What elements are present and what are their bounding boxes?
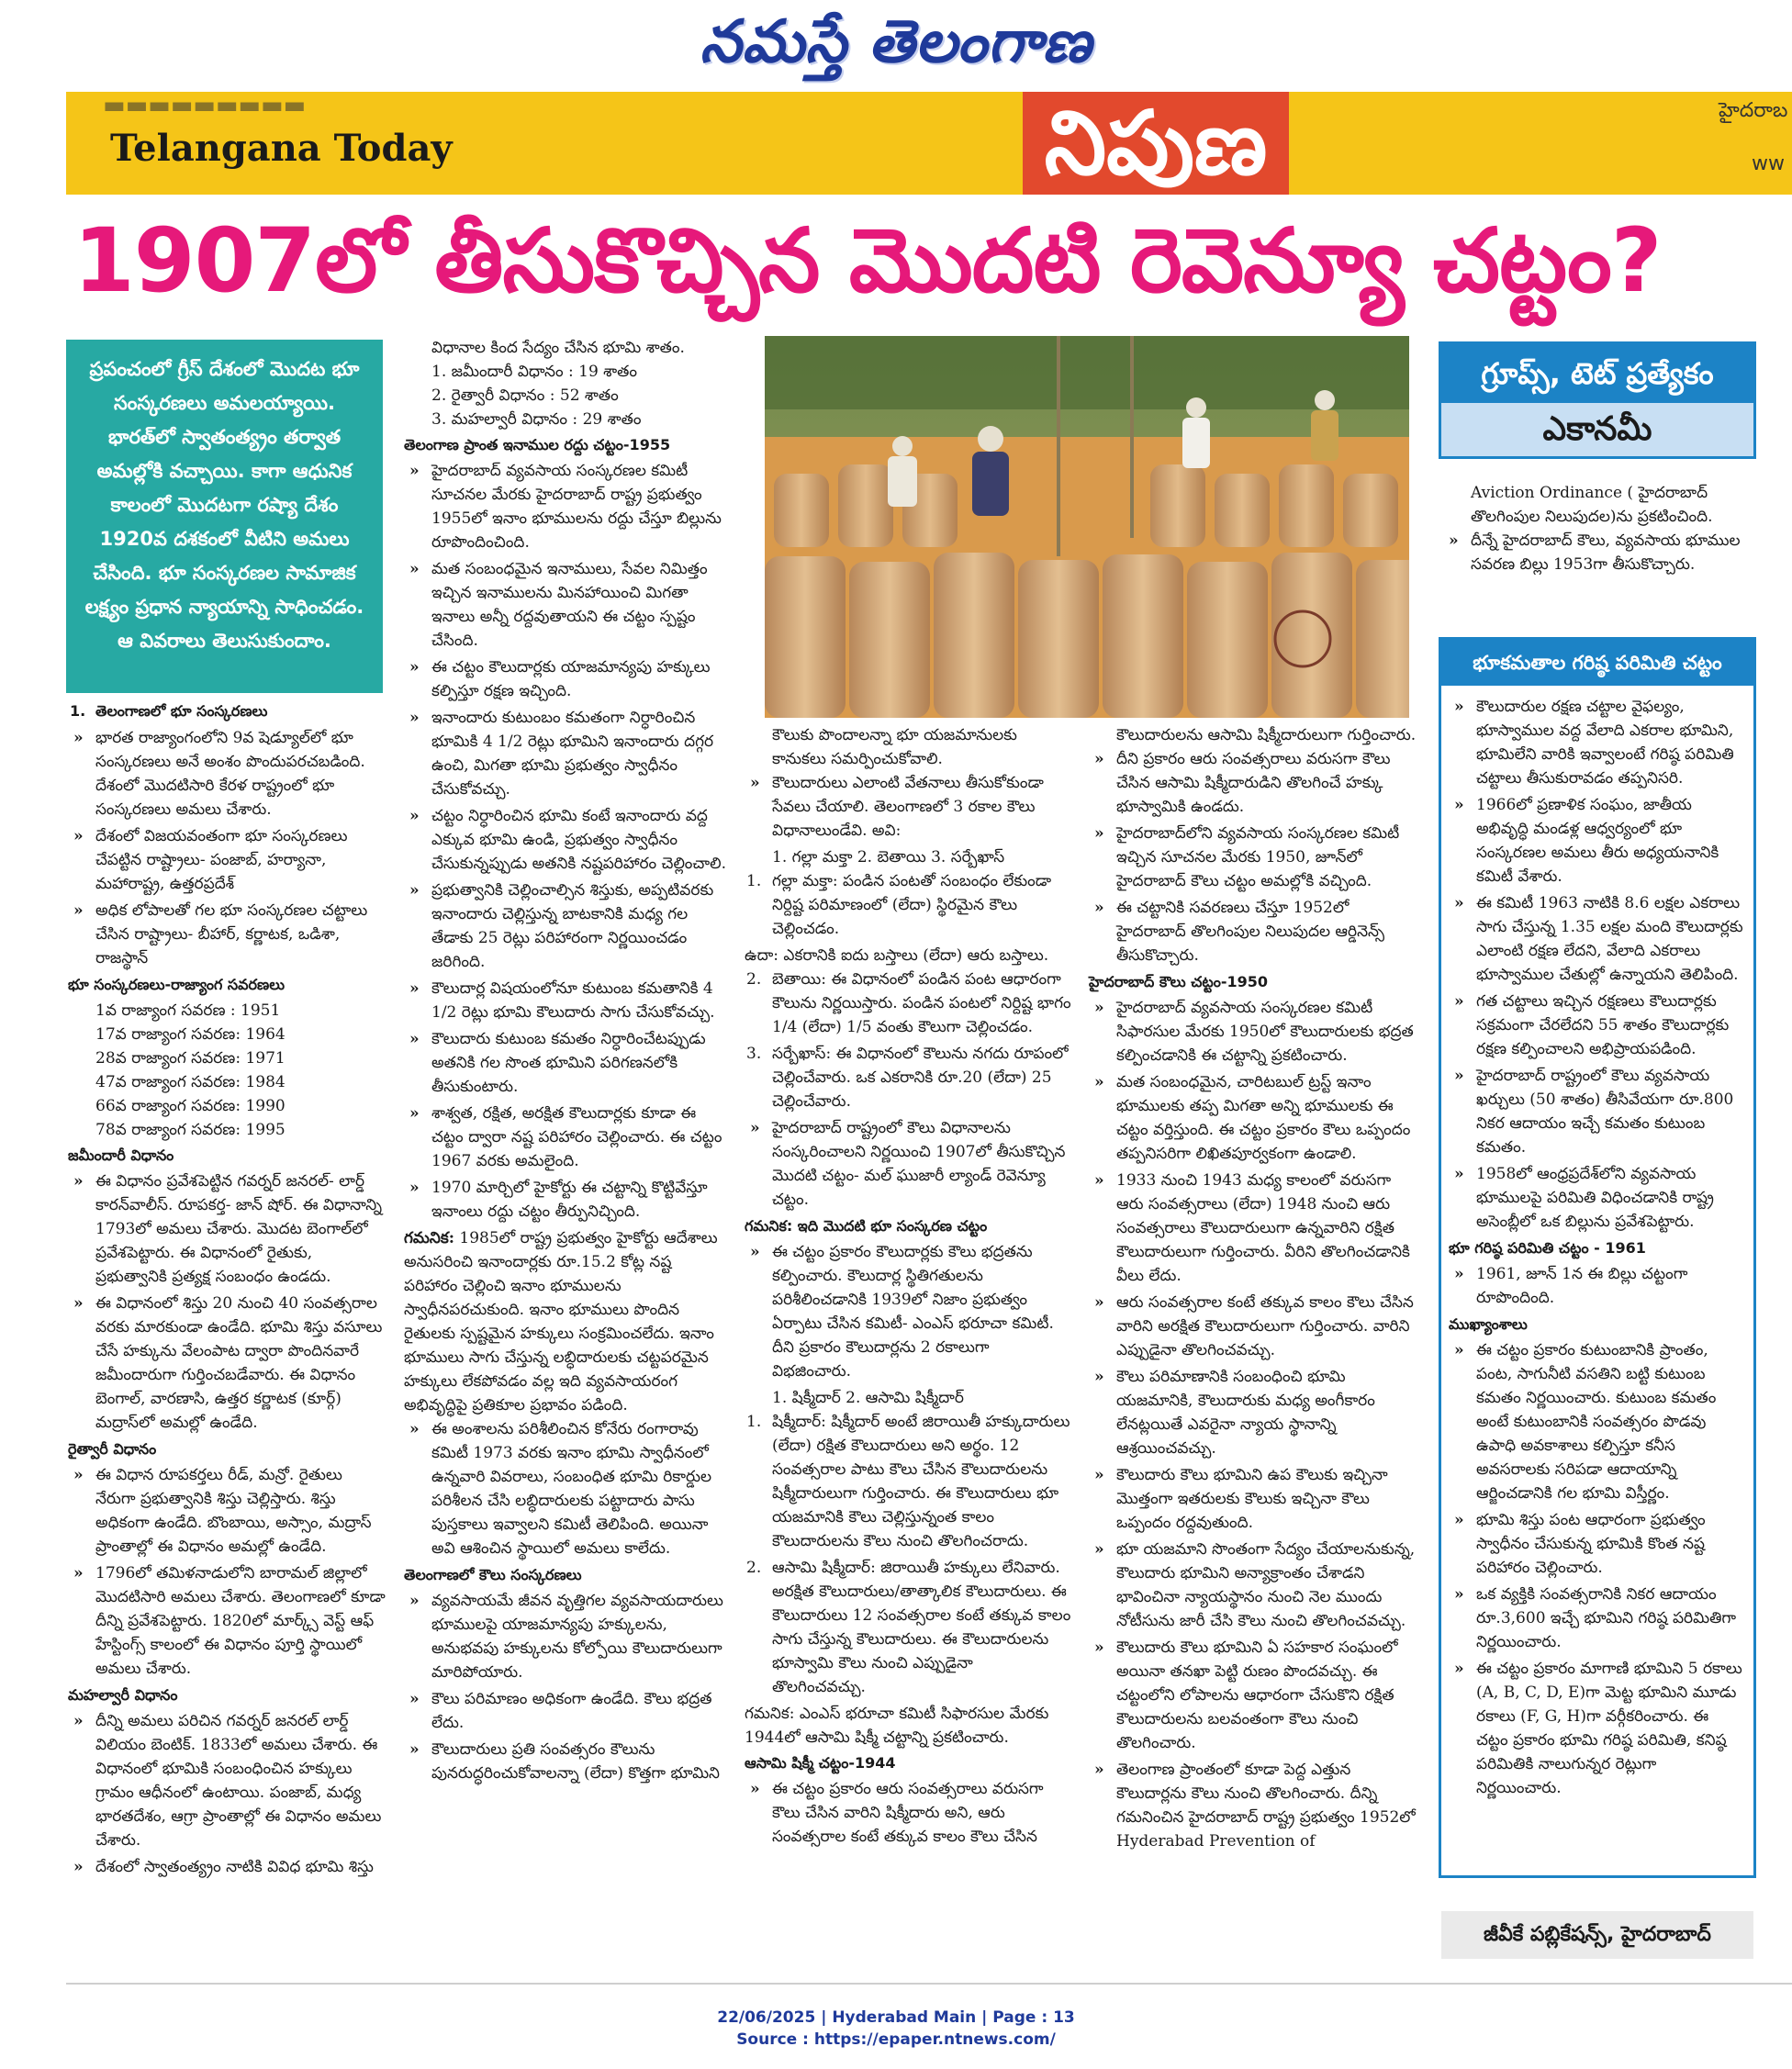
bullet-item: » దీన్ని అమలు పరిచిన గవర్నర్ జనరల్ లార్డ్ విలియం బెంటిక్. 1833లో అమలు చేశారు. ఈ విధానంలో భూమికి సంబంధించిన హక్కులు గ్రామం ఆధీనంలో ఉంటాయి. పంజాబ్, మధ్య భారతదేశం, ఆగ్రా ప్రాంతాల్లో ఈ విధానం అమలు చేశారు. xyxy=(68,1709,386,1852)
bullet-item: » చట్టం నిర్ధారించిన భూమి కంటే ఇనాందారు వద్ద ఎక్కువ భూమి ఉండి, ప్రభుత్వం స్వాధీనం చేసుకున్నప్పుడు అతనికి నష్టపరిహారం చెల్లించాలి. xyxy=(404,804,727,876)
section-heading: భూ సంస్కరణలు-రాజ్యాంగ సవరణలు xyxy=(68,976,286,993)
bullet-item: » కౌలుదార్ల విషయంలోనూ కుటుంబ కమతానికి 4 1/2 రెట్లు భూమి కౌలుదారు సాగు చేసుకోవచ్చు. xyxy=(404,977,727,1024)
bullet-item: » అధిక లోపాలతో గల భూ సంస్కరణల చట్టాలు చేసిన రాష్ట్రాలు- బీహార్, కర్ణాటక, ఒడిశా, రాజస్థాన్ xyxy=(68,899,386,970)
column-4 xyxy=(1089,723,1417,1856)
bullet-item: » 1958లో ఆంధ్రప్రదేశ్‌లోని వ్యవసాయ భూములపై పరిమితి విధించడానికి రాష్ట్ర అసెంబ్లీలో ఒక బిల్లును ప్రవేశపెట్టారు. xyxy=(1449,1162,1744,1234)
band-faded-text: ▬▬▬▬▬▬▬▬▬ xyxy=(103,92,307,119)
nipuna-logo: నిపుణ xyxy=(1023,92,1289,195)
bullet-item: » కౌలుదారులు ప్రతి సంవత్సరం కౌలును పునరుద్ధరించుకోవాలన్నా (లేదా) కొత్తగా భూమిని xyxy=(404,1738,727,1785)
paragraph: విధానాల కింద సేద్యం చేసిన భూమి శాతం. xyxy=(431,339,685,357)
section-heading: ముఖ్యాంశాలు xyxy=(1449,1315,1528,1333)
paragraph: కౌలుకు పొందాలన్నా భూ యజమానులకు కానుకలు సమర్పించుకోవాలి. xyxy=(772,726,1017,768)
side-continuation xyxy=(1443,481,1755,579)
bullet-item: » హైదరాబాద్ వ్యవసాయ సంస్కరణల కమిటీ సూచనల మేరకు హైదరాబాద్ రాష్ట్ర ప్రభుత్వం 1955లో ఇనాం భూములను రద్దు చేస్తూ బిల్లును రూపొందించింది. xyxy=(404,459,727,554)
bullet-item: » కౌలుదారు కుటుంబ కమతం నిర్ధారించేటప్పుడు అతనికి గల సొంత భూమిని పరిగణనలోకి తీసుకుంటారు. xyxy=(404,1027,727,1099)
bullet-item: » ఇనాందారు కుటుంబం కమతంగా నిర్ధారించిన భూమికి 4 1/2 రెట్లు భూమిని ఇనాందారు దగ్గర ఉంచి, మిగతా భూమి ప్రభుత్వం స్వాధీనం చేసుకోవచ్చు. xyxy=(404,706,727,801)
bullet-item: » మత సంబంధమైన ఇనాములు, సేవల నిమిత్తం ఇచ్చిన ఇనాములను మినహాయించి మిగతా ఇనాలు అన్నీ రద్దవుతాయని ఈ చట్టం స్పష్టం చేసింది. xyxy=(404,557,727,653)
bullet-item: » కౌలుదారుల రక్షణ చట్టాల వైఫల్యం, భూస్వాముల వద్ద వేలాది ఎకరాల భూమిని, భూమిలేని వారికి ఇవ్వాలంటే గరిష్ఠ పరిమితి చట్టాలు తీసుకురావడం తప్పనిసరి. xyxy=(1449,695,1744,790)
footer-source-link[interactable]: Source : https://epaper.ntnews.com/ xyxy=(736,2030,1056,2049)
supplement-band xyxy=(66,92,1792,195)
bullet-item: » తెలంగాణ ప్రాంతంలో కూడా పెద్ద ఎత్తున కౌలుదార్లను కౌలు నుంచి తొలగించారు. దీన్ని గమనించిన హైదరాబాద్ రాష్ట్ర ప్రభుత్వం 1952లో Hyderabad Prevention of xyxy=(1089,1758,1417,1853)
list-item: 1. గల్లా మక్తా 2. బెతాయి 3. సర్బేఖాస్ xyxy=(772,848,1005,867)
bullet-item: » దీన్నే హైదరాబాద్ కౌలు, వ్యవసాయ భూముల సవరణ బిల్లు 1953గా తీసుకొచ్చారు. xyxy=(1443,529,1755,576)
bullet-item: » ఈ విధాన రూపకర్తలు రీడ్, మన్రో. రైతులు నేరుగా ప్రభుత్వానికి శిస్తు చెల్లిస్తారు. శిస్తు అధికంగా ఉండేది. బొంబాయి, అస్సాం, మద్రాస్ ప్రాంతాల్లో ఈ విధానం అమల్లో ఉండేది. xyxy=(68,1463,386,1559)
bullet-item: » ఈ చట్టానికి సవరణలు చేస్తూ 1952లో హైదరాబాద్ తొలగింపుల నిలుపుదల ఆర్డినెన్స్ తీసుకొచ్చారు. xyxy=(1089,896,1417,967)
numbered-item: 3. సర్బేఖాస్: ఈ విధానంలో కౌలును నగదు రూపంలో చెల్లించేవారు. ఒక ఎకరానికి రూ.20 (లేదా) 25 చెల్లించేవారు. xyxy=(746,1045,1069,1111)
list-item: 1. షిక్మీదార్ 2. ఆసామి షిక్మీదార్ xyxy=(772,1389,964,1407)
bullet-item: » దేశంలో స్వాతంత్య్రం నాటికి వివిధ భూమి శిస్తు xyxy=(68,1855,386,1879)
box-content xyxy=(1449,695,1744,1803)
list-item: 66వ రాజ్యాంగ సవరణ: 1990 xyxy=(95,1097,286,1115)
note-paragraph: గమనిక: ఎంఎస్ భరూచా కమిటీ సిఫారసుల మేరకు 1944లో ఆసామి షిక్మీ చట్టాన్ని ప్రకటించారు. xyxy=(745,1705,1049,1747)
bullet-item: » 1933 నుంచి 1943 మధ్య కాలంలో వరుసగా ఆరు సంవత్సరాలు (లేదా) 1948 నుంచి ఆరు సంవత్సరాలు కౌలుదారులుగా ఉన్నవారిని రక్షిత కౌలుదారులుగా గుర్తించారు. వీరిని తొలగించడానికి వీలు లేదు. xyxy=(1089,1169,1417,1288)
bullet-item: » ఈ చట్టం ప్రకారం కుటుంబానికి ప్రాంతం, పంట, సాగునీటి వసతిని బట్టి కుటుంబ కమతం నిర్ణయించారు. కుటుంబ కమతం అంటే కుటుంబానికి సంవత్సరం పొడవు ఉపాధి అవకాశాలు కల్పిస్తూ కనీస అవసరాలకు సరిపడా ఆదాయాన్ని ఆర్జించడానికి గల భూమి విస్తీర్ణం. xyxy=(1449,1338,1744,1505)
numbered-item: 1. గల్లా మక్తా: పండిన పంటతో సంబంధం లేకుండా నిర్దిష్ట పరిమాణంలో (లేదా) స్థిరమైన కౌలు చెల్లించడం. xyxy=(746,872,1052,938)
bullet-item: » 1970 మార్చిలో హైకోర్టు ఈ చట్టాన్ని కొట్టివేస్తూ ఇనాంలు రద్దు చట్టం తీర్పునిచ్చింది. xyxy=(404,1176,727,1224)
bullet-item: » దీని ప్రకారం ఆరు సంవత్సరాలు వరుసగా కౌలు చేసిన ఆసామి షిక్మీదారుడిని తొలగించే హక్కు భూస్వామికి ఉండదు. xyxy=(1089,747,1417,819)
section-heading: జమీందారీ విధానం xyxy=(68,1146,174,1164)
ceiling-act-box xyxy=(1439,637,1756,1878)
list-item: 17వ రాజ్యాంగ సవరణ: 1964 xyxy=(95,1025,286,1044)
section-heading: మహల్వారీ విధానం xyxy=(68,1686,178,1704)
bullet-item: » దేశంలో విజయవంతంగా భూ సంస్కరణలు చేపట్టిన రాష్ట్రాలు- పంజాబ్, హర్యానా, మహారాష్ట్ర, ఉత్తరప్రదేశ్ xyxy=(68,824,386,896)
paragraph: Aviction Ordinance ( హైదరాబాద్ తొలగింపుల నిలుపుదల)ను ప్రకటించింది. xyxy=(1471,484,1713,526)
bullet-item: » శాశ్వత, రక్షిత, అరక్షిత కౌలుదార్లకు కూడా ఈ చట్టం ద్వారా నష్ట పరిహారం చెల్లించారు. ఈ చట్టం 1967 వరకు అమలైంది. xyxy=(404,1102,727,1173)
bullet-item: » భారత రాజ్యాంగంలోని 9వ షెడ్యూల్‌లో భూ సంస్కరణలు అనే అంశం పొందుపరచబడింది. దేశంలో మొదటిసారి కేరళ రాష్ట్రంలో భూ సంస్కరణలు అమలు చేశారు. xyxy=(68,726,386,822)
section-heading: తెలంగాణ ప్రాంత ఇనాముల రద్దు చట్టం-1955 xyxy=(404,436,671,453)
bullet-item: » కౌలు పరిమాణం అధికంగా ఉండేది. కౌలు భద్రత లేదు. xyxy=(404,1687,727,1735)
bullet-item: » భూ యజమాని సొంతంగా సేద్యం చేయాలనుకున్న, కౌలుదారు భూమిని అన్యాక్రాంతం చేశాడని భావించినా న్యాయస్థానం నుంచి నెల ముందు నోటీసును జారీ చేసి కౌలు నుంచి తొలగించవచ్చు. xyxy=(1089,1538,1417,1633)
bullet-item: » కౌలుదారు కౌలు భూమిని ఉప కౌలుకు ఇచ్చినా మొత్తంగా ఇతరులకు కౌలుకు ఇచ్చినా కౌలు ఒప్పందం రద్దవుతుంది. xyxy=(1089,1463,1417,1535)
intro-box: ప్రపంచంలో గ్రీస్ దేశంలో మొదట భూ సంస్కరణలు అమలయ్యాయి. భారత్‌లో స్వాతంత్య్రం తర్వాత అమల్లోకి వచ్చాయి. కాగా ఆధునిక కాలంలో మొదటగా రష్యా దేశం 1920వ దశకంలో వీటిని అమలు చేసింది. భూ సంస్కరణల సామాజిక లక్ష్యం ప్రధాన న్యాయాన్ని సాధించడం. ఆ వివరాలు తెలుసుకుందాం. xyxy=(66,340,383,693)
column-3 xyxy=(745,723,1071,1851)
bullet-item: » 1961, జూన్ 1న ఈ బిల్లు చట్టంగా రూపొందింది. xyxy=(1449,1262,1744,1310)
bottom-rule xyxy=(66,1983,1792,1985)
series-label xyxy=(1439,341,1756,459)
column-2 xyxy=(404,336,727,1788)
bullet-item: » హైదరాబాద్ రాష్ట్రంలో కౌలు విధానాలను సంస్కరించాలని నిర్ణయించి 1907లో తీసుకొచ్చిన మొదటి చట్టం- మల్ ఘుజారీ ల్యాండ్ రెవెన్యూ చట్టం. xyxy=(745,1116,1071,1212)
numbered-item: 1. షిక్మీదార్: షిక్మీదార్ అంటే జిరాయితీ హక్కుదారులు (లేదా) రక్షిత కౌలుదారులు అని అర్థం. 12 సంవత్సరాల పాటు కౌలు చేసిన కౌలుదారులను షిక్మీదారులుగా గుర్తించారు. ఈ కౌలుదారులు భూ యజమానికి కౌలు చెల్లిస్తున్నంత కాలం కౌలుదారులను కౌలు నుంచి తొలగించరాదు. xyxy=(746,1413,1070,1550)
list-item: 2. రైత్వారీ విధానం : 52 శాతం xyxy=(431,386,619,405)
numbered-item: 2. బెతాయి: ఈ విధానంలో పండిన పంట ఆధారంగా కౌలును నిర్ణయిస్తారు. పండిన పంటలో నిర్దిష్ట భాగం 1/4 (లేదా) 1/5 వంతు కౌలుగా చెల్లించడం. xyxy=(746,970,1071,1036)
bullet-item: » ఈ అంశాలను పరిశీలించిన కోనేరు రంగారావు కమిటీ 1973 వరకు ఇనాం భూమి స్వాధీనంలో ఉన్నవారి వివరాలు, సంబంధిత భూమి రికార్డుల పరిశీలన చేసి లబ్ధిదారులకు పట్టాదారు పాసు పుస్తకాలు ఇవ్వాలని కమిటీ తెలిపింది. అయినా అవి ఆశించిన స్థాయిలో అమలు కాలేదు. xyxy=(404,1417,727,1560)
bullet-item: » ఈ చట్టం ప్రకారం మాగాణి భూమిని 5 రకాలు (A, B, C, D, E)గా మెట్ట భూమిని మూడు రకాలు (F, G, H)గా వర్గీకరించారు. ఈ చట్టం ప్రకారం భూమి గరిష్ఠ పరిమితి, కనిష్ఠ పరిమితికి నాలుగున్నర రెట్లుగా నిర్ణయించారు. xyxy=(1449,1657,1744,1800)
list-item: 47వ రాజ్యాంగ సవరణ: 1984 xyxy=(95,1073,286,1091)
section-heading: హైదరాబాద్ కౌలు చట్టం-1950 xyxy=(1089,973,1269,990)
bullet-item: » ఈ చట్టం ప్రకారం కౌలుదార్లకు కౌలు భద్రతను కల్పించారు. కౌలుదార్ల స్థితిగతులను పరిశీలించడానికి 1939లో నిజాం ప్రభుత్వం ఏర్పాటు చేసిన కమిటీ- ఎంఎస్ భరూచా కమిటీ. దీని ప్రకారం కౌలుదార్లను 2 రకాలుగా విభజించారు. xyxy=(745,1240,1071,1383)
bullet-item: » కౌలు పరిమాణానికి సంబంధించి భూమి యజమానికి, కౌలుదారుకు మధ్య అంగీకారం లేనట్లయితే ఎవరైనా న్యాయ స్థానాన్ని ఆశ్రయించవచ్చు. xyxy=(1089,1365,1417,1460)
bullet-item: » వ్యవసాయమే జీవన వృత్తిగల వ్యవసాయదారులు భూములపై యాజమాన్యపు హక్కులను, అనుభవపు హక్కులను కోల్పోయి కౌలుదారులుగా మారిపోయారు. xyxy=(404,1589,727,1684)
bullet-item: » కౌలుదారు కౌలు భూమిని ఏ సహకార సంఘంలో అయినా తనఖా పెట్టి రుణం పొందవచ్చు. ఈ చట్టంలోని లోపాలను ఆధారంగా చేసుకొని రక్షిత కౌలుదారులను బలవంతంగా కౌలు నుంచి తొలగించారు. xyxy=(1089,1636,1417,1755)
footer-date-line: 22/06/2025 | Hyderabad Main | Page : 13 xyxy=(717,2008,1075,2027)
band-web: ww xyxy=(1752,152,1785,175)
farm-market-illustration xyxy=(765,336,1409,718)
note-paragraph: గమనిక: 1985లో రాష్ట్ర ప్రభుత్వం హైకోర్టు ఆదేశాలు అనుసరించి ఇనాందార్లకు రూ.15.2 కోట్ల నష్ట పరిహారం చెల్లించి ఇనాం భూములను స్వాధీనపరచుకుంది. ఇనాం భూములు పొందిన రైతులకు స్పష్టమైన హక్కులు సంక్రమించలేదు. ఇనాం భూములు సాగు చేస్తున్న లబ్ధిదారులకు చట్టపరమైన హక్కులు లేకపోవడం వల్ల ఇది వ్యవసాయరంగ అభివృద్ధిపై ప్రతికూల ప్రభావం పడింది. xyxy=(404,1229,718,1415)
numbered-item: 2. ఆసామి షిక్మీదార్: జిరాయితీ హక్కులు లేనివారు. అరక్షిత కౌలుదారులు/తాత్కాలిక కౌలుదారులు. ఈ కౌలుదారులు 12 సంవత్సరాల కంటే తక్కువ కాలం సాగు చేస్తున్న కౌలుదారులు. ఈ కౌలుదారులను భూస్వామి కౌలు నుంచి ఎప్పుడైనా తొలగించవచ్చు. xyxy=(746,1559,1071,1696)
bullet-item: » మత సంబంధమైన, చారిటబుల్ ట్రస్ట్ ఇనాం భూములకు తప్ప మిగతా అన్ని భూములకు ఈ చట్టం వర్తిస్తుంది. ఈ చట్టం ప్రకారం కౌలు ఒప్పందం తప్పనిసరిగా లిఖితపూర్వకంగా ఉండాలి. xyxy=(1089,1070,1417,1166)
bullet-item: » కౌలుదారులు ఎలాంటి వేతనాలు తీసుకోకుండా సేవలు చేయాలి. తెలంగాణలో 3 రకాల కౌలు విధానాలుండేవి. అవి: xyxy=(745,771,1071,843)
list-item: 28వ రాజ్యాంగ సవరణ: 1971 xyxy=(95,1049,286,1068)
masthead xyxy=(0,0,1792,92)
brand-logo: నమస్తే తెలంగాణ xyxy=(700,7,1092,76)
bullet-item: » ఈ చట్టం కౌలుదార్లకు యాజమాన్యపు హక్కులు కల్పిస్తూ రక్షణ ఇచ్చింది. xyxy=(404,655,727,703)
note-label: గమనిక: xyxy=(404,1229,454,1247)
section-heading: తెలంగాణలో కౌలు సంస్కరణలు xyxy=(404,1566,582,1583)
list-item: 1వ రాజ్యాంగ సవరణ : 1951 xyxy=(95,1001,281,1020)
list-item: 78వ రాజ్యాంగ సవరణ: 1995 xyxy=(95,1121,286,1139)
box-title: భూకమతాల గరిష్ఠ పరిమితి చట్టం xyxy=(1441,640,1753,686)
bullet-item: » ఆరు సంవత్సరాల కంటే తక్కువ కాలం కౌలు చేసిన వారిని అరక్షిత కౌలుదారులుగా గుర్తించారు. వారిని ఎప్పుడైనా తొలగించవచ్చు. xyxy=(1089,1291,1417,1362)
section-heading: భూ గరిష్ఠ పరిమితి చట్టం - 1961 xyxy=(1449,1239,1646,1257)
bullet-item: » ఈ చట్టం ప్రకారం ఆరు సంవత్సరాలు వరుసగా కౌలు చేసిన వారిని షిక్మీదారు అని, ఆరు సంవత్సరాల కంటే తక్కువ కాలం కౌలు చేసిన xyxy=(745,1777,1071,1849)
series-title: గ్రూప్స్, టెట్ ప్రత్యేకం xyxy=(1441,344,1753,403)
page-title: 1907లో తీసుకొచ్చిన మొదటి రెవెన్యూ చట్టం? xyxy=(73,209,1662,312)
subject-title: ఎకానమీ xyxy=(1441,403,1753,456)
note-line: గమనిక: ఇది మొదటి భూ సంస్కరణ చట్టం xyxy=(745,1217,988,1235)
article-photo xyxy=(765,336,1409,718)
bullet-item: » గత చట్టాలు ఇచ్చిన రక్షణలు కౌలుదార్లకు సక్రమంగా చేరలేదని 55 శాతం కౌలుదార్లకు రక్షణ కల్పించాలని అభిప్రాయపడింది. xyxy=(1449,990,1744,1061)
bullet-item: » 1966లో ప్రణాళిక సంఘం, జాతీయ అభివృద్ధి మండళ్ల ఆధ్వర్యంలో భూ సంస్కరణల అమలు తీరు అధ్యయనానికి కమిటీ వేశారు. xyxy=(1449,793,1744,889)
list-item: 3. మహల్వారీ విధానం : 29 శాతం xyxy=(431,410,642,429)
publisher-credit: జీవీకే పబ్లికేషన్స్, హైదరాబాద్ xyxy=(1441,1911,1753,1959)
list-item: 1. జమీందారీ విధానం : 19 శాతం xyxy=(431,363,638,381)
bullet-item: » ఈ విధానం ప్రవేశపెట్టిన గవర్నర్ జనరల్- లార్డ్ కారన్‌వాలీస్. రూపకర్త- జాన్ షోర్. ఈ విధానాన్ని 1793లో అమలు చేశారు. మొదట బెంగాల్‌లో ప్రవేశపెట్టారు. ఈ విధానంలో రైతుకు, ప్రభుత్వానికి ప్రత్యక్ష సంబంధం ఉండదు. xyxy=(68,1169,386,1289)
band-city: హైదరాబ xyxy=(1719,99,1788,122)
paragraph: కౌలుదారులను ఆసామి షిక్మీదారులుగా గుర్తించారు. xyxy=(1116,726,1417,744)
telangana-today-logo: Telangana Today xyxy=(110,127,453,170)
bullet-item: » హైదరాబాద్‌లోని వ్యవసాయ సంస్కరణల కమిటీ ఇచ్చిన సూచనల మేరకు 1950, జూన్‌లో హైదరాబాద్ కౌలు చట్టం అమల్లోకి వచ్చింది. xyxy=(1089,822,1417,893)
page-footer xyxy=(0,2007,1792,2051)
bullet-item: » హైదరాబాద్ వ్యవసాయ సంస్కరణల కమిటీ సిఫారసుల మేరకు 1950లో కౌలుదారులకు భద్రత కల్పించడానికి ఈ చట్టాన్ని ప్రకటించారు. xyxy=(1089,996,1417,1068)
bullet-item: » 1796లో తమిళనాడులోని బారామల్ జిల్లాలో మొదటిసారి అమలు చేశారు. తెలంగాణలో కూడా దీన్ని ప్రవేశపెట్టారు. 1820లో మార్క్స్ వెస్ట్ ఆఫ్ హేస్టింగ్స్ కాలంలో ఈ విధానం పూర్తి స్థాయిలో అమలు చేశారు. xyxy=(68,1561,386,1681)
section-heading: రైత్వారీ విధానం xyxy=(68,1440,157,1458)
bullet-item: » ఒక వ్యక్తికి సంవత్సరానికి నికర ఆదాయం రూ.3,600 ఇచ్చే భూమిని గరిష్ఠ పరిమితిగా నిర్ణయించారు. xyxy=(1449,1583,1744,1654)
bullet-item: » ఈ కమిటీ 1963 నాటికి 8.6 లక్షల ఎకరాలు సాగు చేస్తున్న 1.35 లక్షల మంది కౌలుదార్లకు ఎలాంటి రక్షణ లేదని, వేలాది ఎకరాలు భూస్వాముల చేతుల్లో ఉన్నాయని తెలిపింది. xyxy=(1449,891,1744,987)
bullet-item: » ప్రభుత్వానికి చెల్లించాల్సిన శిస్తుకు, అప్పటివరకు ఇనాందారు చెల్లిస్తున్న బాటకానికి మధ్య గల తేడాకు 25 రెట్లు పరిహారంగా నిర్ణయించడం జరిగింది. xyxy=(404,878,727,974)
section-heading: ఆసామి షిక్మీ చట్టం-1944 xyxy=(745,1754,896,1772)
bullet-item: » భూమి శిస్తు పంట ఆధారంగా ప్రభుత్వం స్వాధీనం చేసుకున్న భూమికి కొంత నష్ట పరిహారం చెల్లించారు. xyxy=(1449,1508,1744,1580)
section-heading: 1. తెలంగాణలో భూ సంస్కరణలు xyxy=(70,702,268,720)
example-line: ఉదా: ఎకరానికి ఐదు బస్తాలు (లేదా) ఆరు బస్తాలు. xyxy=(745,946,1049,965)
bullet-item: » హైదరాబాద్ రాష్ట్రంలో కౌలు వ్యవసాయ ఖర్చులు (50 శాతం) తీసివేయగా రూ.800 నికర ఆదాయం ఇచ్చే కమతం కుటుంబ కమతం. xyxy=(1449,1064,1744,1159)
bullet-item: » ఈ విధానంలో శిస్తు 20 నుంచి 40 సంవత్సరాల వరకు మారకుండా ఉండేది. భూమి శిస్తు వసూలు చేసే హక్కును వేలంపాట ద్వారా పొందినవారే జమీందారుగా గుర్తించబడేవారు. ఈ విధానం బెంగాల్, వారణాసి, ఉత్తర కర్ణాటక (కూర్గ్) మద్రాస్‌లో అమల్లో ఉండేది. xyxy=(68,1292,386,1435)
column-1 xyxy=(68,699,386,1882)
